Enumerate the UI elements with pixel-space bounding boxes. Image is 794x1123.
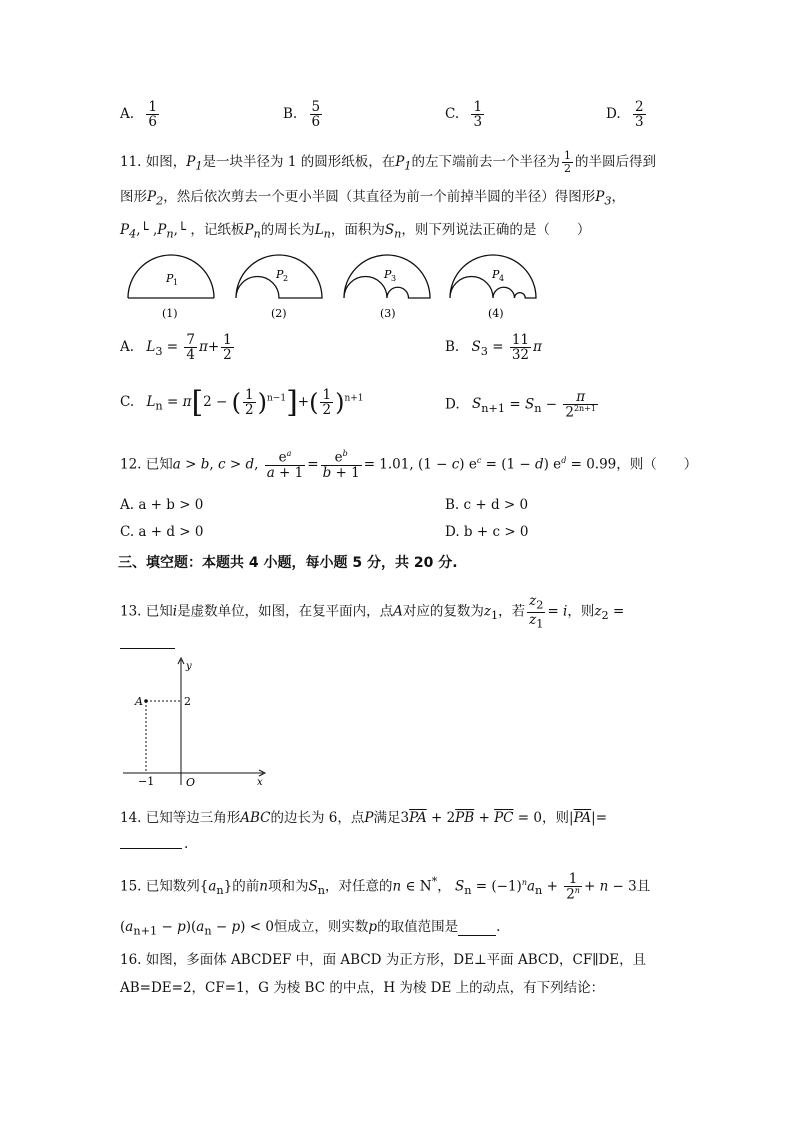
text: 满足 [373, 810, 401, 826]
label-p1: P [166, 272, 174, 285]
text: ，对任意的 [324, 878, 393, 895]
option-label: D. [606, 106, 621, 123]
q13-answer-blank[interactable] [120, 648, 175, 649]
numerator: 1 [473, 99, 483, 115]
numerator: 2 [634, 99, 644, 115]
fraction [633, 100, 646, 129]
q11-line1 [120, 150, 656, 175]
denominator: 6 [311, 114, 321, 131]
svg-text:3: 3 [391, 274, 397, 283]
math-p4: $P_4$ [120, 222, 137, 241]
text: ，面积为 [330, 222, 385, 238]
y-axis-label: y [186, 661, 192, 672]
svg-text:1: 1 [173, 278, 179, 287]
q12-option-c: C. a + d > 0 [120, 524, 204, 540]
q11-option-a: A. $L_3$ = $\frac{7}{4}$ π+ $\frac{1}{2}$ [120, 332, 232, 364]
text: 11. 如图， [120, 154, 187, 170]
text: 图形 [120, 189, 147, 205]
text: 的左下端前去一个半径为 [411, 154, 560, 170]
y-tick-label: 2 [184, 695, 191, 708]
q11-option-c: C. $L_n = \pi[2$ − ( $\frac{1}{2}$ )$^{n-1}$]+( $\frac{1}{2}$ )$^{n+1}$ [120, 385, 364, 420]
origin-label: O [186, 776, 196, 789]
option-label: C. [120, 394, 135, 410]
text: 恒成立，则实数 [273, 919, 369, 935]
math-pn: $P_n$ [157, 222, 174, 241]
option-label: D. [445, 396, 460, 413]
text: 对应的复数为 [402, 603, 484, 620]
text: 的半圆后得到 [574, 154, 656, 170]
fraction [310, 100, 323, 129]
text: 的周长为 [260, 222, 315, 238]
text: ，则| [542, 810, 574, 826]
q12-option-b: B. c + d > 0 [445, 497, 529, 513]
q10-option-b [283, 100, 324, 129]
label-p3: P [384, 268, 392, 281]
text: 是一块半径为 1 的圆形纸板，在 [202, 154, 396, 170]
q12-option-d: D. b + c > 0 [445, 524, 529, 540]
numerator: 5 [311, 99, 321, 115]
label-a: A [135, 695, 143, 708]
q15-stem-line1: 15. 已知数列$\{a_n\}$的前n项和为$S_n$，对任意的n ∈ N*， $S_n = (-1)^na_n$ + $\frac{1}{2^n}$ + n − 3且 [120, 871, 651, 903]
math-pn: $P_n$ [244, 222, 261, 241]
text: ，若 [498, 603, 526, 620]
q13-complex-plane [118, 655, 278, 790]
caption-4: (4) [488, 307, 504, 320]
label-p2: P [276, 268, 284, 281]
math-ln: $L_n$ [314, 222, 331, 241]
q15-stem-line2: $(a_{n+1} - p)(a_n - p) < 0$恒成立，则实数p的取值范围是 . [120, 919, 501, 938]
q11-figures [120, 250, 550, 325]
q14-stem: 14. 已知等边三角形ABC的边长为 6，点P满足$3\overline{PA} + 2\overline{PB} + \overline{PC} = 0$，则$|\overline{PA}|=$ [120, 810, 608, 826]
svg-text:2: 2 [283, 274, 289, 283]
option-label: C. [445, 106, 460, 123]
math-sn: $S_n$ [384, 222, 402, 241]
math-p1: $P_1$ [186, 154, 203, 173]
text: ， [437, 878, 451, 895]
text: ,└ , [136, 222, 158, 238]
math-p2: $P_2$ [147, 189, 164, 208]
q16-line2: AB=DE=2，CF=1，G 为棱 BC 的中点，H 为棱 DE 上的动点，有下列结论： [120, 980, 605, 996]
option-label: B. [445, 339, 460, 356]
text: 的前 [232, 878, 260, 895]
text: 的取值范围是 [377, 919, 459, 935]
q11-option-d: D. $S_{n+1} = S_n$ − $\frac{\pi}{2^{2n+1}}$ [445, 389, 596, 421]
text: ，则下列说法正确的是（ ） [401, 222, 591, 238]
text: . [496, 919, 501, 935]
caption-1: (1) [162, 307, 178, 320]
text: ,└ ，记纸板 [173, 222, 245, 238]
denominator: 3 [634, 114, 644, 131]
q11-line3 [120, 218, 590, 241]
denominator: 3 [473, 114, 483, 131]
text: 的边长为 6，点 [270, 810, 365, 826]
text: 14. 已知等边三角形 [120, 810, 241, 826]
q14-answer-blank[interactable] [120, 848, 182, 849]
x-tick-label: −1 [138, 775, 155, 788]
q10-option-c [445, 100, 486, 129]
math-p3: $P_3$ [595, 189, 612, 208]
text: 12. 已知 [120, 456, 173, 473]
text: 且 [636, 878, 651, 895]
label-p4: P [492, 268, 500, 281]
text: 项和为 [267, 878, 309, 895]
option-label: A. [120, 106, 135, 123]
point-a [144, 699, 148, 703]
fraction [471, 100, 484, 129]
text: ，然后依次剪去一个更小半圆（其直径为前一个前掉半圆的半径）得图形 [163, 189, 596, 205]
numerator: 1 [148, 99, 157, 115]
option-label: A. [120, 339, 135, 356]
q15-answer-blank[interactable] [458, 919, 496, 936]
fraction-half: $\frac{1}{2}$ [563, 149, 571, 175]
text: ，则（ ） [616, 456, 698, 473]
text: |= [591, 810, 608, 826]
text: 是虚数单位，如图，在复平面内，点 [177, 603, 394, 620]
text: ，则 [567, 603, 595, 620]
caption-2: (2) [271, 307, 287, 320]
text: 15. 已知数列 [120, 878, 200, 895]
q16-line1: 16. 如图，多面体 ABCDEF 中，面 ABCD 为正方形，DE⊥平面 ABCD，CF∥DE，且 [120, 952, 647, 968]
denominator: 6 [148, 114, 157, 131]
q11-line2: 图形$P_2$，然后依次剪去一个更小半圆（其直径为前一个前掉半圆的半径）得图形$P_3$， [120, 189, 626, 208]
q10-option-a [120, 100, 161, 129]
caption-3: (3) [380, 307, 396, 320]
period: . [184, 836, 189, 852]
option-label: B. [283, 106, 298, 123]
fraction [146, 100, 159, 129]
text: 13. 已知 [120, 603, 173, 620]
q12-stem: 12. 已知a > b, c > d, $\frac{e^a}{a + 1}$ = $\frac{e^b}{b + 1}$ = 1.01, (1 − c) $e^c = (1 - d) e^d = 0.99$，则（ ） [120, 449, 698, 481]
math-p1: $P_1$ [395, 154, 412, 173]
x-axis-label: x [257, 777, 263, 788]
svg-text:4: 4 [499, 274, 505, 283]
q10-option-d [606, 100, 648, 129]
q12-option-a: A. a + b > 0 [120, 497, 204, 513]
q11-option-b: B. $S_3$ = $\frac{11}{32}$ π [445, 332, 542, 364]
q13-stem: 13. 已知i是虚数单位，如图，在复平面内，点A对应的复数为$z_1$，若 $\frac{z_2}{z_1}$ = i，则$z_2$ = [120, 593, 625, 631]
section-heading: 三、填空题：本题共 4 小题，每小题 5 分，共 20 分. [118, 555, 458, 571]
